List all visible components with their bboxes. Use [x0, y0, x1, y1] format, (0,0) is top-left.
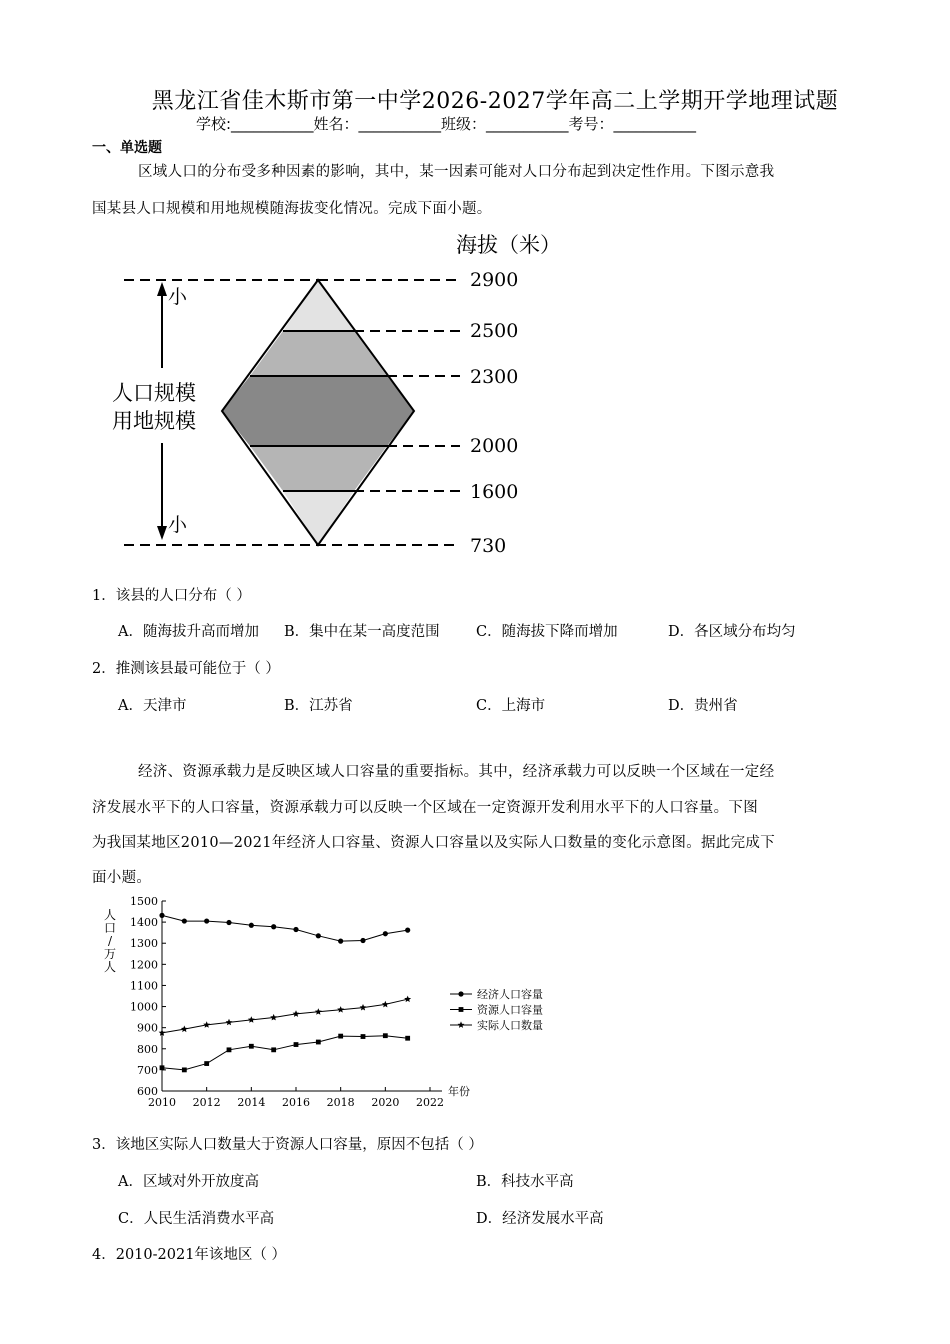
- series-3-point: [270, 1014, 277, 1021]
- series-2-point: [182, 1067, 187, 1072]
- series-3-point: [293, 1010, 300, 1017]
- series-2-point: [383, 1033, 388, 1038]
- series-2-point: [160, 1065, 165, 1070]
- intro1-line2: 国某县人口规模和用地规模随海拔变化情况。完成下面小题。: [92, 201, 492, 217]
- series-3-point: [226, 1019, 233, 1026]
- series-1-point: [226, 920, 231, 925]
- intro2-line4: 面小题。: [92, 870, 152, 886]
- elevation-diagram: [100, 228, 600, 568]
- y-axis-label-char: 万: [103, 947, 117, 961]
- legend-marker-2: [459, 1007, 464, 1012]
- legend-label-1: 经济人口容量: [477, 988, 543, 1001]
- y-tick-label: 700: [137, 1063, 158, 1077]
- q1-stem: 1．该县的人口分布（ ）: [92, 588, 251, 604]
- q3-option-b[interactable]: B．科技水平高: [476, 1174, 574, 1190]
- y-tick-label: 600: [137, 1085, 158, 1098]
- legend-label-2: 资源人口容量: [477, 1003, 543, 1017]
- band-1600-2000: [250, 446, 387, 491]
- q2-stem: 2．推测该县最可能位于（ ）: [92, 661, 280, 677]
- x-tick-label: 2012: [192, 1096, 221, 1109]
- series-1-point: [182, 918, 187, 923]
- series-3-point: [382, 1001, 389, 1008]
- y-tick-label: 1000: [130, 1000, 158, 1014]
- q3-option-d[interactable]: D．经济发展水平高: [476, 1211, 604, 1227]
- series-3-point: [248, 1016, 255, 1023]
- x-tick-label: 2020: [371, 1096, 400, 1109]
- q1-option-d[interactable]: D．各区域分布均匀: [668, 624, 796, 640]
- y-tick-label: 1500: [130, 895, 158, 908]
- intro2-line3: 为我国某地区2010—2021年经济人口容量、资源人口容量以及实际人口数量的变化示意图。据此完成下: [92, 835, 775, 851]
- series-1-point: [316, 933, 321, 938]
- series-3-point: [337, 1006, 344, 1013]
- student-info-line: 学校:___________姓名：___________班级：___________考号：___________: [196, 115, 697, 133]
- series-1-point: [360, 938, 365, 943]
- axis-title: 海拔（米）: [456, 233, 561, 257]
- legend-label-3: 实际人口数量: [477, 1019, 543, 1032]
- elev-label-2900: 2900: [470, 269, 519, 291]
- q1-option-a[interactable]: A．随海拔升高而增加: [118, 624, 259, 640]
- elev-label-2500: 2500: [470, 320, 519, 342]
- y-tick-label: 800: [137, 1042, 158, 1056]
- y-axis-label-char: 口: [103, 921, 117, 935]
- page-title: 黑龙江省佳木斯市第一中学2026-2027学年高二上学期开学地理试题: [151, 89, 839, 114]
- series-2-point: [294, 1042, 299, 1047]
- series-2-point: [227, 1047, 232, 1052]
- series-3-point: [181, 1026, 188, 1033]
- q1-option-c[interactable]: C．随海拔下降而增加: [476, 624, 618, 640]
- y-tick-label: 1200: [130, 958, 158, 972]
- elev-label-2000: 2000: [470, 435, 519, 457]
- y-tick-label: 1300: [130, 937, 158, 951]
- series-1-point: [338, 939, 343, 944]
- intro2-line2: 济发展水平下的人口容量，资源承载力可以反映一个区域在一定资源开发利用水平下的人口容量。下图: [92, 800, 758, 816]
- elev-label-730: 730: [470, 535, 507, 557]
- elev-label-2300: 2300: [470, 366, 519, 388]
- series-line-1: [162, 915, 408, 941]
- x-tick-label: 2010: [148, 1096, 176, 1109]
- elev-label-1600: 1600: [470, 481, 519, 503]
- top-small-label: 小: [168, 286, 188, 308]
- series-1-point: [405, 928, 410, 933]
- series-3-point: [203, 1021, 210, 1028]
- y-axis-label-char: /: [107, 934, 113, 948]
- series-1-point: [159, 913, 164, 918]
- left-label-landuse: 用地规模: [112, 409, 196, 433]
- series-2-point: [249, 1044, 254, 1049]
- intro2-line1: 经济、资源承载力是反映区域人口容量的重要指标。其中，经济承载力可以反映一个区域在一定经: [138, 764, 775, 780]
- y-tick-label: 900: [137, 1021, 158, 1035]
- series-3-point: [404, 996, 411, 1003]
- series-line-3: [162, 999, 408, 1033]
- series-2-point: [204, 1061, 209, 1066]
- y-axis-label-char: 人: [103, 908, 117, 922]
- series-3-point: [360, 1004, 367, 1011]
- x-tick-label: 2018: [326, 1096, 355, 1109]
- series-2-point: [316, 1040, 321, 1045]
- band-2000-2300: [222, 376, 414, 446]
- left-label-population: 人口规模: [112, 381, 196, 405]
- q3-option-a[interactable]: A．区域对外开放度高: [118, 1174, 259, 1190]
- x-axis-label: 年份: [448, 1085, 470, 1098]
- series-1-point: [249, 923, 254, 928]
- q3-option-c[interactable]: C．人民生活消费水平高: [118, 1211, 275, 1227]
- series-1-point: [293, 927, 298, 932]
- y-tick-label: 1400: [130, 916, 158, 930]
- series-line-2: [162, 1036, 408, 1070]
- series-1-point: [383, 931, 388, 936]
- series-1-point: [271, 924, 276, 929]
- q3-stem: 3．该地区实际人口数量大于资源人口容量，原因不包括（ ）: [92, 1137, 483, 1153]
- legend-marker-3: [458, 1021, 465, 1028]
- band-2500-2900: [283, 280, 354, 331]
- intro1-line1: 区域人口的分布受多种因素的影响，其中，某一因素可能对人口分布起到决定性作用。下图示意我: [138, 164, 775, 180]
- y-tick-label: 1100: [130, 979, 158, 993]
- q2-option-a[interactable]: A．天津市: [118, 698, 187, 714]
- q2-option-d[interactable]: D．贵州省: [668, 698, 738, 714]
- population-line-chart: [100, 893, 580, 1123]
- legend-marker-1: [458, 991, 463, 996]
- x-tick-label: 2022: [416, 1096, 444, 1109]
- section-heading: 一、单选题: [92, 140, 162, 156]
- x-tick-label: 2014: [237, 1096, 266, 1109]
- q4-stem: 4．2010-2021年该地区（ ）: [92, 1247, 287, 1263]
- y-axis-label-char: 人: [103, 960, 117, 974]
- q2-option-c[interactable]: C．上海市: [476, 698, 546, 714]
- x-tick-label: 2016: [282, 1096, 310, 1109]
- series-2-point: [405, 1036, 410, 1041]
- series-2-point: [361, 1034, 366, 1039]
- band-2300-2500: [250, 331, 387, 376]
- q1-option-b[interactable]: B．集中在某一高度范围: [284, 624, 440, 640]
- band-730-1600: [283, 491, 354, 545]
- series-2-point: [338, 1034, 343, 1039]
- series-1-point: [204, 918, 209, 923]
- series-2-point: [271, 1047, 276, 1052]
- bottom-small-label: 小: [168, 514, 188, 536]
- q2-option-b[interactable]: B．江苏省: [284, 698, 353, 714]
- series-3-point: [315, 1008, 322, 1015]
